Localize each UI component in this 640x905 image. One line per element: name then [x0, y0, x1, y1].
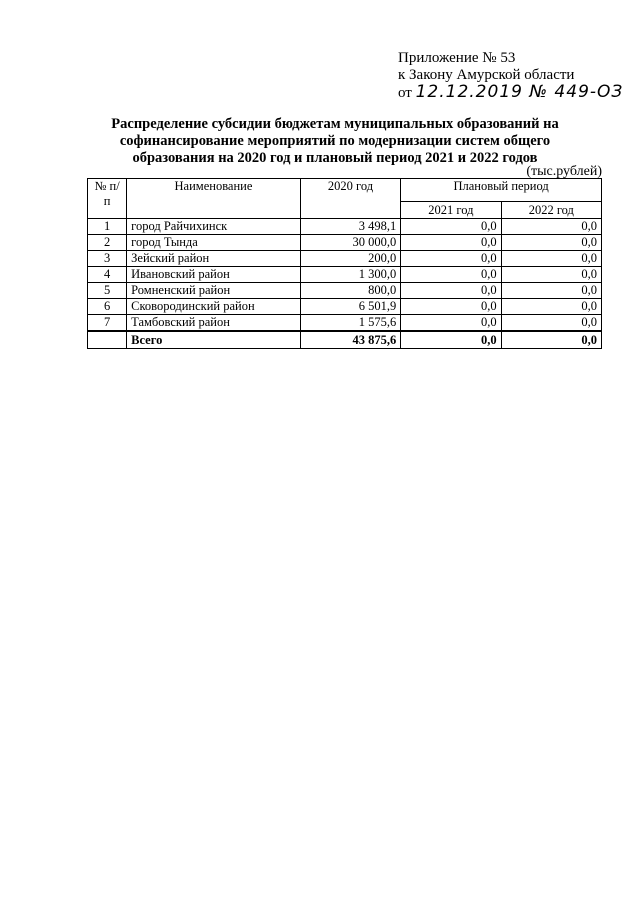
row-2020: 6 501,9: [300, 299, 400, 315]
total-label: Всего: [127, 331, 301, 349]
row-2020: 1 300,0: [300, 267, 400, 283]
row-2022: 0,0: [501, 219, 601, 235]
units-label: (тыс.рублей): [526, 164, 602, 179]
row-2021: 0,0: [401, 283, 501, 299]
row-2020: 800,0: [300, 283, 400, 299]
row-2020: 30 000,0: [300, 235, 400, 251]
appendix-law-reference: к Закону Амурской области: [398, 67, 575, 83]
row-2022: 0,0: [501, 267, 601, 283]
header-2022: 2022 год: [501, 202, 601, 219]
row-2020: 3 498,1: [300, 219, 400, 235]
row-name: Тамбовский район: [127, 315, 301, 332]
row-num: 4: [88, 267, 127, 283]
row-num: 3: [88, 251, 127, 267]
row-2022: 0,0: [501, 299, 601, 315]
row-2021: 0,0: [401, 315, 501, 332]
row-name: Ромненский район: [127, 283, 301, 299]
row-num: 1: [88, 219, 127, 235]
header-planned-period: Плановый период: [401, 179, 602, 202]
table-header-row: [88, 179, 602, 202]
total-2020: 43 875,6: [300, 331, 400, 349]
header-2021: 2021 год: [401, 202, 501, 219]
appendix-number: Приложение № 53: [398, 50, 516, 66]
handwritten-date-number: 12.12.2019 № 449-ОЗ: [415, 82, 624, 102]
table-row: [88, 219, 602, 235]
table-row: [88, 251, 602, 267]
row-2022: 0,0: [501, 315, 601, 332]
row-name: город Тында: [127, 235, 301, 251]
table-total-row: [88, 331, 602, 349]
row-num: 7: [88, 315, 127, 332]
row-2022: 0,0: [501, 251, 601, 267]
row-2021: 0,0: [401, 251, 501, 267]
appendix-date-prefix: от: [398, 85, 412, 101]
subsidy-table: [87, 178, 602, 349]
table-row: [88, 283, 602, 299]
row-2021: 0,0: [401, 267, 501, 283]
table-row: [88, 315, 602, 332]
table-row: [88, 235, 602, 251]
header-name: Наименование: [127, 179, 301, 219]
appendix-header: [398, 50, 623, 102]
row-2022: 0,0: [501, 235, 601, 251]
row-2021: 0,0: [401, 219, 501, 235]
row-name: город Райчихинск: [127, 219, 301, 235]
row-2020: 200,0: [300, 251, 400, 267]
header-num: № п/п: [88, 179, 127, 219]
row-2022: 0,0: [501, 283, 601, 299]
total-2021: 0,0: [401, 331, 501, 349]
row-num: 5: [88, 283, 127, 299]
row-num: 2: [88, 235, 127, 251]
row-2020: 1 575,6: [300, 315, 400, 332]
row-name: Зейский район: [127, 251, 301, 267]
row-2021: 0,0: [401, 235, 501, 251]
table-row: [88, 299, 602, 315]
table-row: [88, 267, 602, 283]
row-num: 6: [88, 299, 127, 315]
appendix-date-line: [398, 84, 623, 102]
row-name: Ивановский район: [127, 267, 301, 283]
document-title: Распределение субсидии бюджетам муниципальных образований на софинансирование мероприятий по модернизации систем общего образования на 2020 год и плановый период 2021 и 2022 годов: [111, 116, 559, 166]
total-2022: 0,0: [501, 331, 601, 349]
row-2021: 0,0: [401, 299, 501, 315]
total-num: [88, 331, 127, 349]
header-2020: 2020 год: [300, 179, 400, 219]
row-name: Сковородинский район: [127, 299, 301, 315]
